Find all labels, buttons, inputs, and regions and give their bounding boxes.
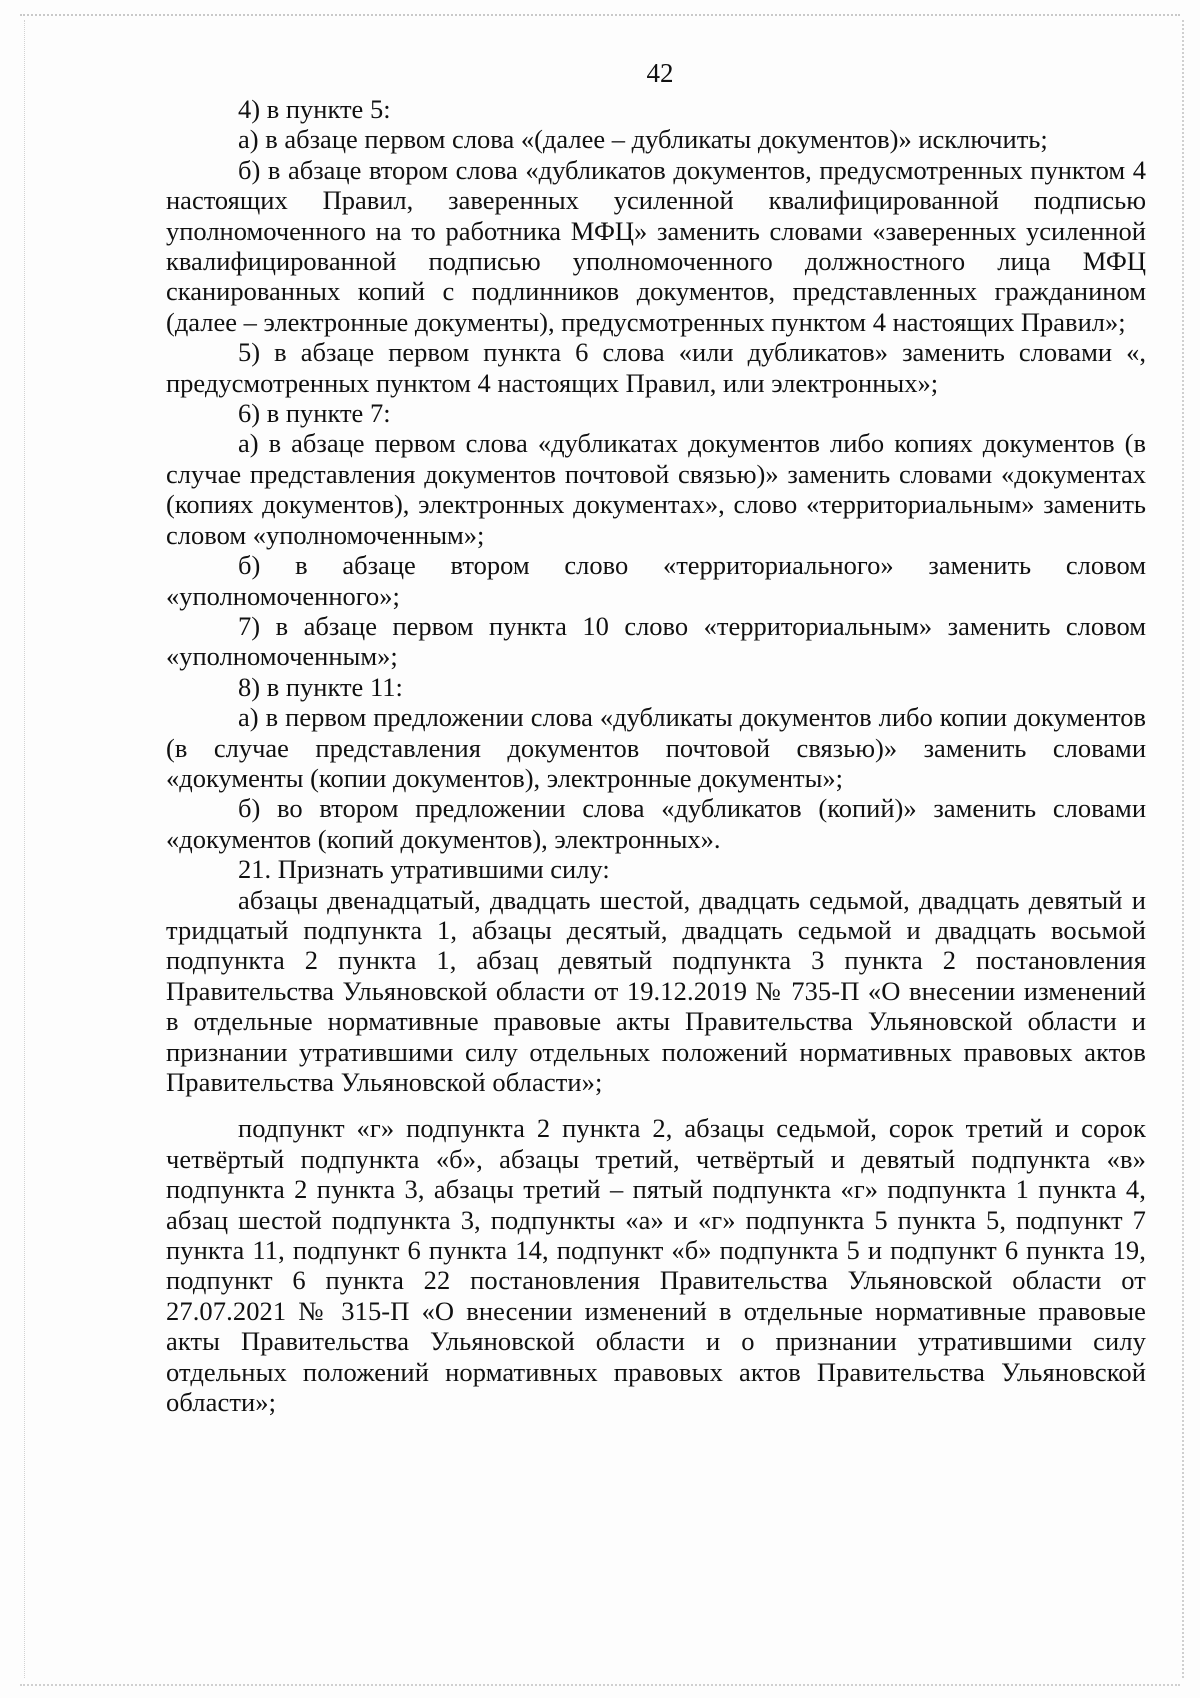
paragraph-section-21: 21. Признать утратившими силу: bbox=[238, 854, 610, 885]
paragraph-item-4a: а) в абзаце первом слова «(далее – дубликаты документов)» исключить; bbox=[238, 124, 1048, 155]
paragraph-item-4: 4) в пункте 5: bbox=[238, 94, 391, 124]
scan-edge-top bbox=[20, 14, 1180, 16]
paragraph-repeal-735p: абзацы двенадцатый, двадцать шестой, двадцать седьмой, двадцать девятый и тридцатый подпункта 1, абзацы десятый, двадцать седьмой и двадцать восьмой подпункта 2 пункта 1, абзац девятый подпункта 3 пункта 2 постановления Правительства Ульяновской области от 19.12.2019 № 735-П «О внесении изменений в отдельные нормативные правовые акты Правительства Ульяновской области и признании утратившими силу отдельных положений нормативных правовых актов Правительства Ульяновской области»; bbox=[166, 884, 1146, 1097]
document-body bbox=[166, 94, 1146, 1417]
paragraph-item-8a: а) в первом предложении слова «дубликаты документов либо копии документов (в случае представления документов почтовой связью)» заменить словами «документы (копии документов), электронные документы»; bbox=[166, 702, 1146, 793]
paragraph-repeal-315p: подпункт «г» подпункта 2 пункта 2, абзацы седьмой, сорок третий и сорок четвёртый подпункта «б», абзацы третий, четвёртый и девятый подпункта «в» подпункта 2 пункта 3, абзацы третий – пятый подпункта «г» подпункта 1 пункта 4, абзац шестой подпункта 3, подпункты «а» и «г» подпункта 5 пункта 5, подпункт 7 пункта 11, подпункт 6 пункта 14, подпункт «б» подпункта 5 и подпункт 6 пункта 19, подпункт 6 пункта 22 постановления Правительства Ульяновской области от 27.07.2021 № 315-П «О внесении изменений в отдельные нормативные правовые акты Правительства Ульяновской области и о признании утратившими силу отдельных положений нормативных правовых актов Правительства Ульяновской области»; bbox=[166, 1113, 1146, 1418]
scan-edge-bottom bbox=[20, 1684, 1180, 1686]
paragraph-item-6: 6) в пункте 7: bbox=[238, 398, 391, 429]
scan-edge-left bbox=[24, 20, 25, 1678]
paragraph-item-7: 7) в абзаце первом пункта 10 слово «территориальным» заменить словом «уполномоченным»; bbox=[166, 610, 1146, 672]
paragraph-item-6b: б) в абзаце втором слово «территориального» заменить словом «уполномоченного»; bbox=[166, 550, 1146, 611]
paragraph-item-6a: а) в абзаце первом слова «дубликатах документов либо копиях документов (в случае представления документов почтовой связью)» заменить словами «документах (копиях документов), электронных документах», слово «территориальным» заменить словом «уполномоченным»; bbox=[166, 428, 1146, 550]
scan-edge-right bbox=[1182, 20, 1184, 1678]
paragraph-item-5: 5) в абзаце первом пункта 6 слова «или дубликатов» заменить словами «, предусмотренных пунктом 4 настоящих Правил, или электронных»; bbox=[166, 337, 1146, 398]
page-number: 42 bbox=[646, 58, 674, 88]
paragraph-item-8b: б) во втором предложении слова «дубликатов (копий)» заменить словами «документов (копий документов), электронных». bbox=[166, 793, 1146, 854]
paragraph-item-4b: б) в абзаце втором слова «дубликатов документов, предусмотренных пунктом 4 настоящих Правил, заверенных усиленной квалифицированной подписью уполномоченного на то работника МФЦ» заменить словами «заверенных усиленной квалифицированной подписью уполномоченного должностного лица МФЦ сканированных копий с подлинников документов, представленных гражданином (далее – электронные документы), предусмотренных пунктом 4 настоящих Правил»; bbox=[166, 154, 1146, 337]
paragraph-item-8: 8) в пункте 11: bbox=[238, 671, 403, 702]
